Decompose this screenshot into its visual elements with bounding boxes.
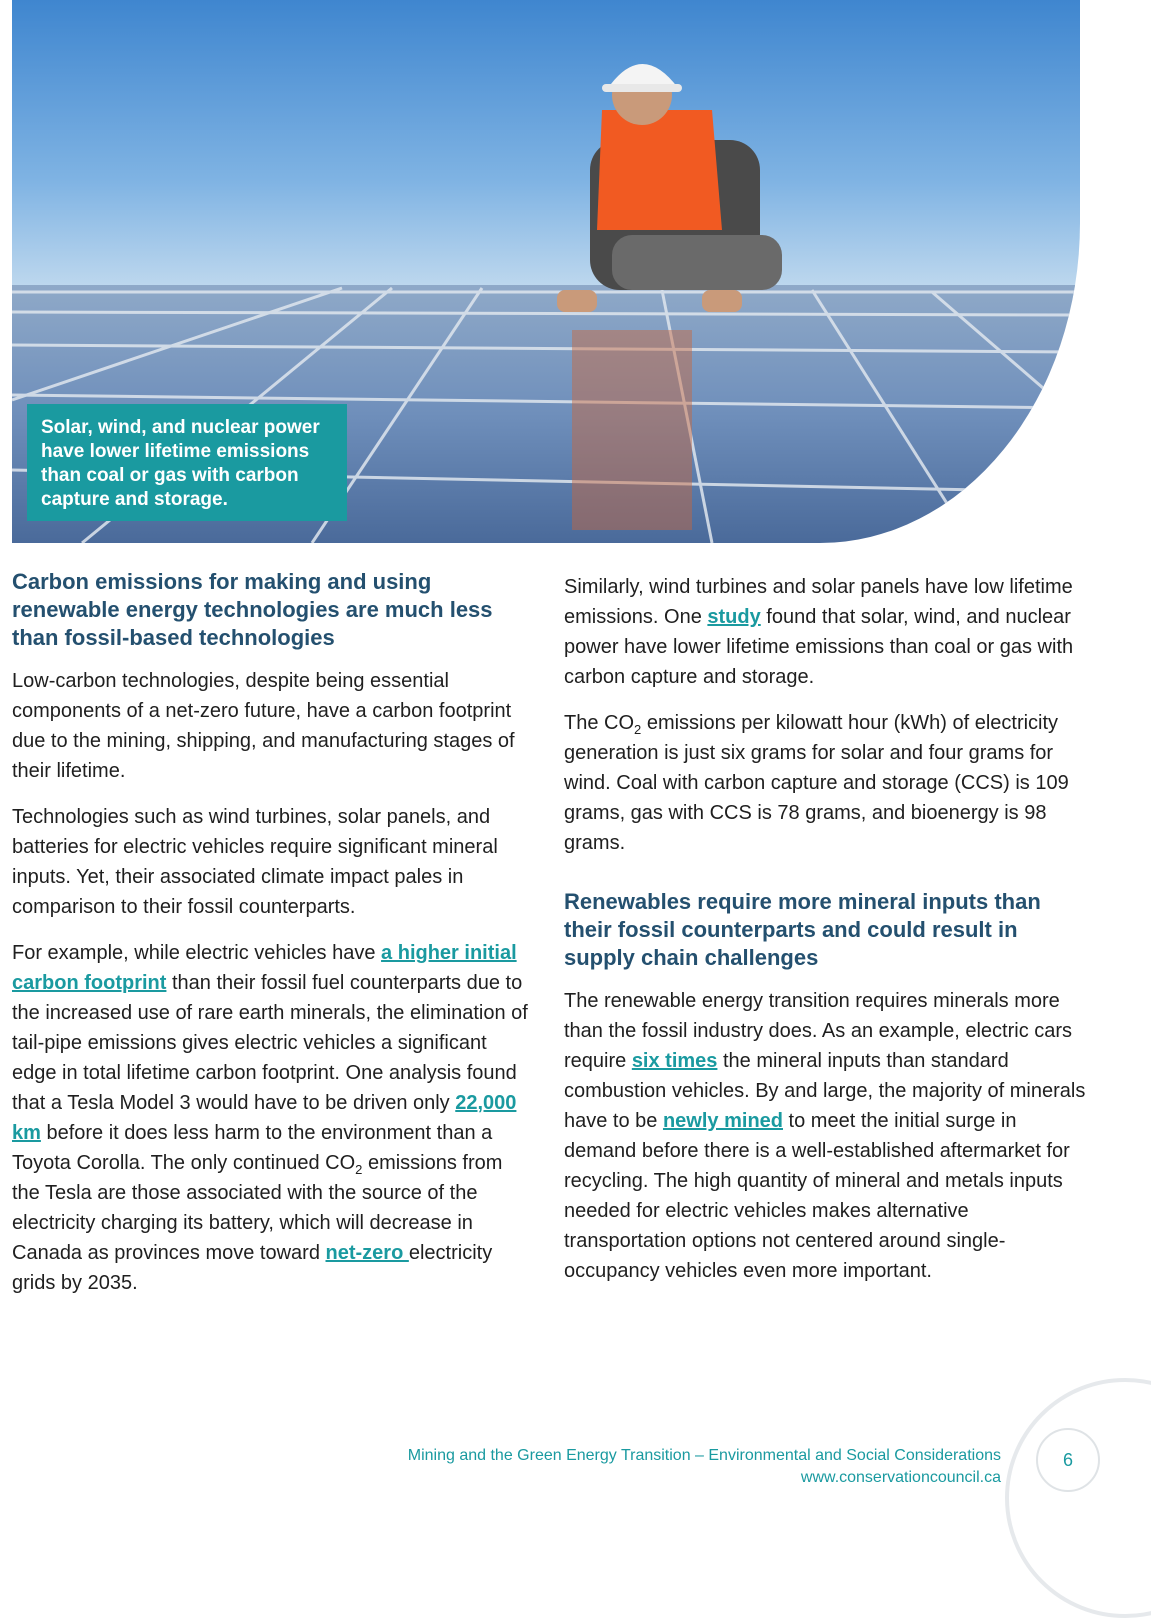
text-run: emissions from the Tesla are those associated with the source of the electricity charging its battery, which will decrease in Canada as provinces move toward xyxy=(12,1152,503,1264)
page-number: 6 xyxy=(1036,1428,1100,1492)
section-heading-minerals: Renewables require more mineral inputs than their fossil counterparts and could result in supply chain challenges xyxy=(564,889,1041,970)
paragraph xyxy=(564,986,1094,1286)
link-22000-km[interactable]: 22,000 km xyxy=(12,1092,517,1144)
text-run: The CO xyxy=(564,712,635,734)
paragraph: Technologies such as wind turbines, solar panels, and batteries for electric vehicles require significant mineral inputs. Yet, their associated climate impact pales in comparison to their fossil counterparts. xyxy=(12,806,498,918)
text-run: The renewable energy transition requires minerals more than the fossil industry does. As an example, electric cars require xyxy=(564,990,1073,1072)
link-newly-mined[interactable]: newly mined xyxy=(662,1110,783,1132)
link-study[interactable]: study xyxy=(707,606,761,628)
text-run: Similarly, wind turbines and solar panels have low lifetime emissions. One xyxy=(564,576,1073,628)
text-run: before it does less harm to the environment than a Toyota Corolla. The only continued CO xyxy=(12,1122,493,1174)
right-column xyxy=(564,572,1094,1302)
subscript: 2 xyxy=(355,1162,363,1177)
footer-title: Mining and the Green Energy Transition – Environmental and Social Considerations xyxy=(407,1447,1001,1464)
footer xyxy=(408,1445,1001,1489)
text-run: electricity grids by 2035. xyxy=(12,1242,493,1294)
paragraph xyxy=(564,708,1094,858)
text-run: than their fossil fuel counterparts due to the increased use of rare earth minerals, the elimination of tail-pipe emissions gives electric vehicles a significant edge in total lifetime carbon footprint. One analysis found that a Tesla Model 3 would have to be driven only xyxy=(12,972,528,1114)
text-run: For example, while electric vehicles have xyxy=(12,942,382,964)
left-column xyxy=(12,568,532,1314)
section-heading-emissions: Carbon emissions for making and using renewable energy technologies are much less than fossil-based technologies xyxy=(12,569,493,650)
subscript: 2 xyxy=(634,722,642,737)
text-run: the mineral inputs than standard combustion vehicles. By and large, the majority of minerals have to be xyxy=(564,1050,1086,1132)
link-net-zero[interactable]: net-zero xyxy=(325,1242,409,1264)
text-run: emissions per kilowatt hour (kWh) of electricity generation is just six grams for solar and four grams for wind. Coal with carbon capture and storage (CCS) is 109 grams, gas with CCS is 78 grams, and bioenergy is 98 grams. xyxy=(564,712,1069,854)
link-six-times[interactable]: six times xyxy=(631,1050,718,1072)
text-run: found that solar, wind, and nuclear power have lower lifetime emissions than coal or gas with carbon capture and storage. xyxy=(564,606,1074,688)
text-run: to meet the initial surge in demand before there is a well-established aftermarket for recycling. The high quantity of mineral and metals inputs needed for electric vehicles makes alternative transportation options not centered around single-occupancy vehicles even more important. xyxy=(564,1110,1070,1282)
footer-url[interactable]: www.conservationcouncil.ca xyxy=(800,1469,1001,1486)
paragraph: Low-carbon technologies, despite being essential components of a net-zero future, have a carbon footprint due to the mining, shipping, and manufacturing stages of their lifetime. xyxy=(12,670,515,782)
hero-caption: Solar, wind, and nuclear power have lower lifetime emissions than coal or gas with carbon capture and storage. xyxy=(41,417,320,510)
paragraph xyxy=(12,938,532,1298)
hero-caption-box xyxy=(27,404,347,521)
link-higher-carbon-footprint[interactable]: a higher initial carbon footprint xyxy=(12,942,517,994)
paragraph xyxy=(564,572,1094,692)
decorative-arc xyxy=(1005,1378,1151,1618)
